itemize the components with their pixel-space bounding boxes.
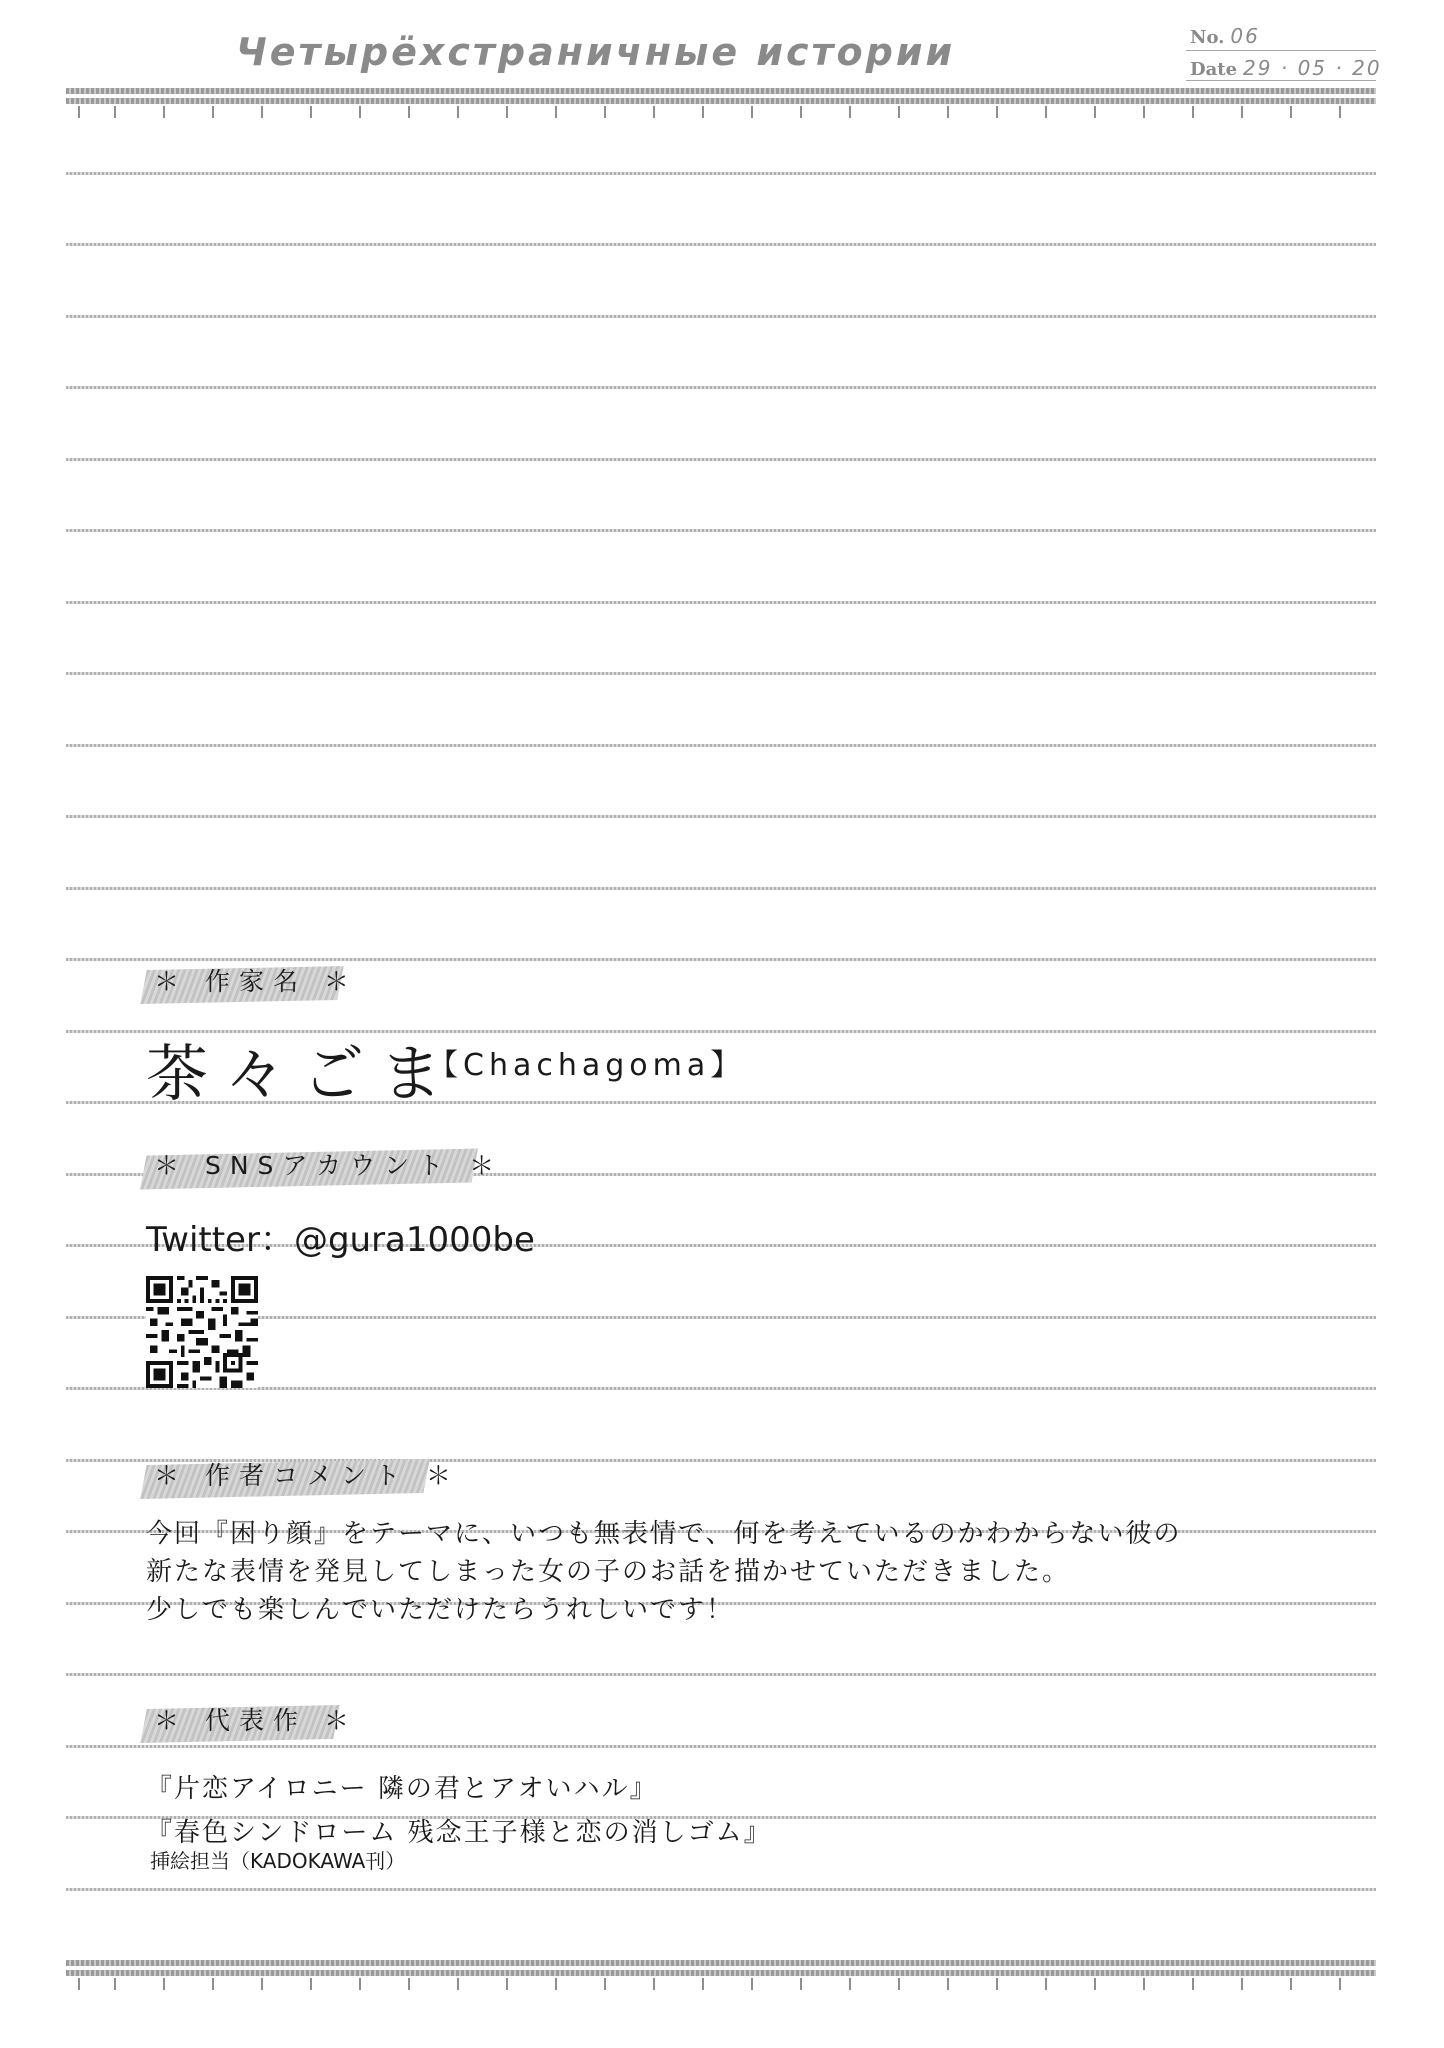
works-note: 挿絵担当（KADOKAWA刊） xyxy=(150,1849,406,1873)
twitter-handle[interactable]: Twitter：@gura1000be xyxy=(146,1220,535,1260)
sns-label-text: ＊ SNSアカウント ＊ xyxy=(154,1151,504,1180)
page-title: Четырёхстраничные истории xyxy=(236,30,956,74)
work-item: 『春色シンドローム 残念王子様と恋の消しゴム』 xyxy=(146,1818,772,1848)
rule-line xyxy=(66,529,1376,532)
page-number xyxy=(1190,24,1260,48)
comment-line: 少しでも楽しんでいただけたらうれしいです！ xyxy=(146,1595,735,1625)
author-name: 茶々ごま xyxy=(146,1037,459,1110)
comment-label xyxy=(144,1456,460,1496)
rule-line xyxy=(66,386,1376,389)
comment-label-text: ＊ 作者コメント ＊ xyxy=(154,1461,460,1490)
divider xyxy=(1186,80,1376,81)
author-label xyxy=(144,962,358,1002)
rule-line xyxy=(66,744,1376,747)
rule-line xyxy=(66,1673,1376,1676)
comment-line: 新たな表情を発見してしまった女の子のお話を描かせていただきました。 xyxy=(146,1557,1071,1587)
bottom-ruler-ticks xyxy=(66,1978,1376,1990)
number-label: No. xyxy=(1190,27,1225,48)
rule-line xyxy=(66,887,1376,890)
bottom-band xyxy=(66,1970,1376,1976)
rule-line xyxy=(66,1745,1376,1748)
author-label-text: ＊ 作家名 ＊ xyxy=(154,967,358,996)
bottom-band xyxy=(66,1960,1376,1966)
rule-line xyxy=(66,1316,1376,1319)
works-label xyxy=(144,1701,358,1741)
page-date xyxy=(1190,56,1382,80)
top-band xyxy=(66,98,1376,104)
rule-line xyxy=(66,672,1376,675)
rule-line xyxy=(66,601,1376,604)
rule-line xyxy=(66,172,1376,175)
rule-line xyxy=(66,1387,1376,1390)
divider xyxy=(1186,50,1376,51)
author-roman-name: 【Chachagoma】 xyxy=(428,1048,746,1083)
date-label: Date xyxy=(1190,59,1238,80)
qr-code-icon[interactable] xyxy=(146,1276,258,1388)
rule-line xyxy=(66,315,1376,318)
top-band xyxy=(66,88,1376,94)
number-value: 06 xyxy=(1230,24,1260,48)
rule-line xyxy=(66,458,1376,461)
rule-line xyxy=(66,1888,1376,1891)
comment-line: 今回『困り顔』をテーマに、いつも無表情で、何を考えているのかわからない彼の xyxy=(146,1519,1182,1549)
top-ruler-ticks xyxy=(66,106,1376,118)
date-value: 29 · 05 · 20 xyxy=(1243,56,1382,80)
sns-label xyxy=(144,1146,504,1186)
work-item: 『片恋アイロニー 隣の君とアオいハル』 xyxy=(146,1774,658,1804)
works-label-text: ＊ 代表作 ＊ xyxy=(154,1706,358,1735)
rule-line xyxy=(66,243,1376,246)
rule-line xyxy=(66,958,1376,961)
author-comment xyxy=(146,1515,1181,1629)
rule-line xyxy=(66,815,1376,818)
